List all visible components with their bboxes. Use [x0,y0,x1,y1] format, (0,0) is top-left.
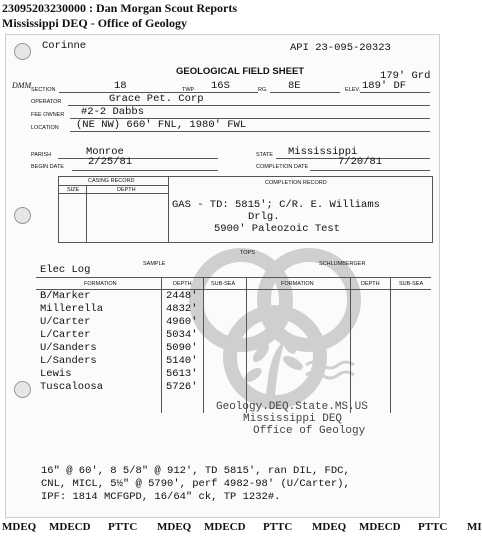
formation-name: L/Sanders [40,355,97,367]
formation-depth: 5090' [166,342,198,354]
state-label: STATE [256,152,273,158]
completion-date-label: COMPLETION DATE [256,164,309,170]
report-subtitle: Mississippi DEQ - Office of Geology [2,16,187,30]
formation-name: Millerella [40,303,104,315]
location-label: LOCATION [31,125,59,131]
formation-name: Lewis [40,368,72,380]
formation-depth: 4960' [166,316,198,328]
fee-owner-value: #2-2 Dabbs [81,106,145,118]
section-value: 18 [114,80,127,92]
footer-word: PTTC [418,521,448,533]
formation-name: B/Marker [40,290,91,302]
table-row [36,342,431,355]
twp-label: TWP [182,87,195,93]
initials: DMM [12,81,32,90]
remarks-line: IPF: 1814 MCFGPD, 16/64" ck, TP 1232#. [41,491,281,503]
table-row [36,303,431,316]
depth-header: DEPTH [173,281,192,287]
footer-word: MDEQ [312,521,347,533]
elevation-df: 189' DF [362,80,407,92]
range-rule [270,92,340,93]
fee-owner-label: FEE OWNER [31,112,65,118]
range-value: 8E [288,80,301,92]
location-rule [70,131,430,132]
punch-hole-icon [14,43,31,60]
completion-line: Drlg. [248,211,280,223]
footer-word: MDECD [359,521,401,533]
casing-record-title: CASING RECORD [88,178,135,184]
formation-header: FORMATION [281,281,314,287]
subsea-header: SUB-SEA [399,281,424,287]
casing-col-divider [86,185,87,242]
subsea-header: SUB-SEA [211,281,236,287]
formation-depth: 5140' [166,355,198,367]
completion-record-title: COMPLETION RECORD [265,180,327,186]
footer-word: MDECD [204,521,246,533]
operator-value: Grace Pet. Corp [109,93,204,105]
watermark-agency: Mississippi DEQ [243,413,343,425]
elev-label: ELEV. [345,87,361,93]
formation-depth: 4832' [166,303,198,315]
elec-log-label: Elec Log [40,264,91,276]
begin-date-value: 2/25/81 [88,156,133,168]
footer-word: MI [467,521,482,533]
footer-word: MDEQ [2,521,37,533]
depth-header: DEPTH [361,281,380,287]
watermark-url: Geology.DEQ.State.MS.US [216,401,368,413]
completion-line: 5900' Paleozoic Test [214,223,341,235]
completion-date-value: 7/20/81 [338,156,383,168]
twp-value: 16S [211,80,230,92]
sheet-title: GEOLOGICAL FIELD SHEET [176,66,305,77]
location-value: (NE NW) 660' FNL, 1980' FWL [76,119,247,131]
county-name: Corinne [42,40,87,52]
casing-header-rule [58,185,168,186]
begin-date-label: BEGIN DATE [31,164,64,170]
table-row [36,355,431,368]
formation-name: L/Carter [40,329,91,341]
table-row [36,316,431,329]
table-row [36,290,431,303]
table-row [36,381,431,394]
parish-value: Monroe [86,146,124,158]
punch-hole-icon [14,381,31,398]
remarks-line: 16" @ 60', 8 5/8" @ 912', TD 5815', ran DIL, FDC, [41,465,350,477]
formation-depth: 2448' [166,290,198,302]
formation-name: U/Sanders [40,342,97,354]
report-title: 23095203230000 : Dan Morgan Scout Reports [2,1,237,15]
parish-label: PARISH [31,152,52,158]
casing-size-header: SIZE [67,187,80,193]
state-value: Mississippi [288,146,358,158]
formation-depth: 5034' [166,329,198,341]
casing-subheader-rule [58,193,168,194]
tops-header-rule-top [36,277,431,278]
footer-word: MDECD [49,521,91,533]
field-sheet-card [5,34,440,518]
elev-rule [360,92,430,93]
begin-date-rule [72,170,218,171]
table-row [36,329,431,342]
casing-divider [168,176,169,242]
watermark-office: Office of Geology [253,425,366,437]
api-number: API 23-095-20323 [290,42,391,54]
formation-depth: 5726' [166,381,198,393]
footer-word: PTTC [108,521,138,533]
table-row [36,368,431,381]
punch-hole-icon [14,207,31,224]
operator-label: OPERATOR [31,99,62,105]
completion-date-rule [310,170,430,171]
casing-depth-header: DEPTH [117,187,136,193]
tops-title: TOPS [240,250,255,256]
completion-line: GAS - TD: 5815'; C/R. E. Williams [172,199,380,211]
schlumberger-title: SCHLUMBERGER [319,261,366,267]
formation-name: U/Carter [40,316,91,328]
formation-header: FORMATION [84,281,117,287]
range-label: RG. [258,87,268,93]
section-label: SECTION [31,87,56,93]
elevation-ground: 179' Grd [380,70,431,82]
twp-rule [198,92,258,93]
remarks-line: CNL, MICL, 5½" @ 5790', perf 4982-98' (U/Carter), [41,478,350,490]
footer-word: MDEQ [157,521,192,533]
parish-rule [58,158,218,159]
formation-depth: 5613' [166,368,198,380]
footer-word: PTTC [263,521,293,533]
sample-title: SAMPLE [143,261,166,267]
formation-name: Tuscaloosa [40,381,104,393]
